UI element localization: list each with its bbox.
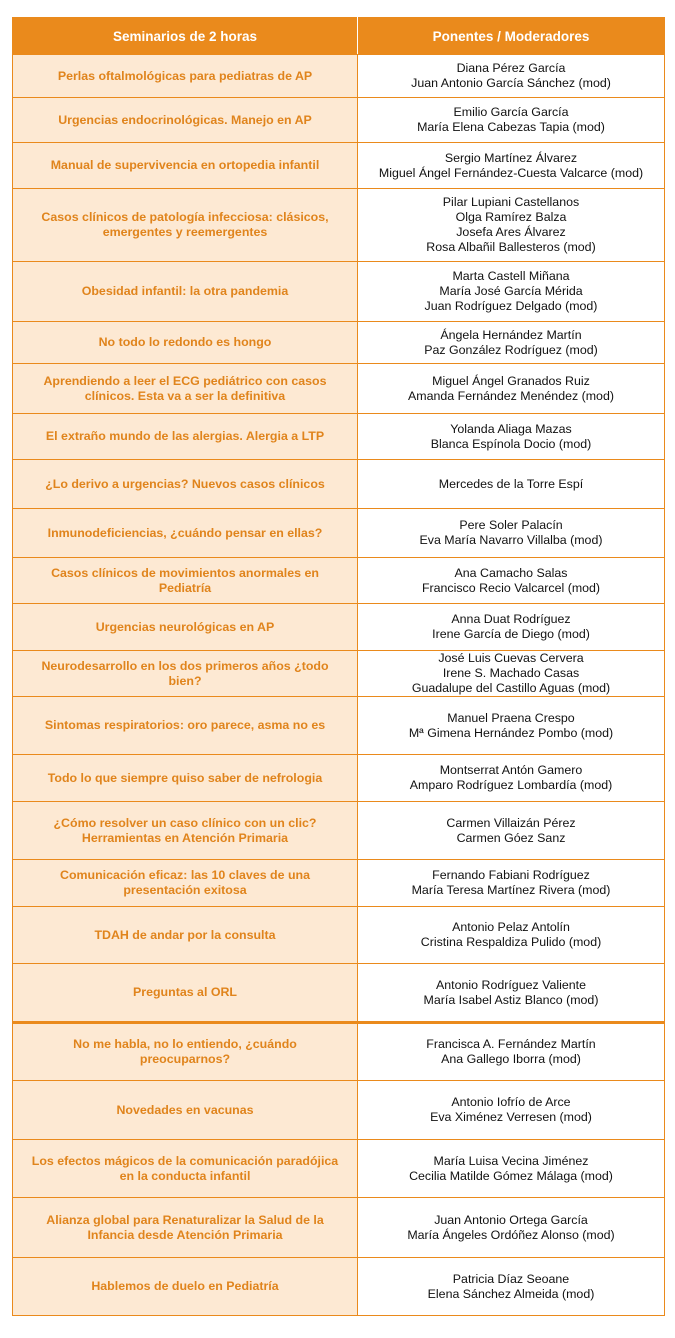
table-row: [13, 509, 665, 558]
speaker-name: Diana Pérez García: [456, 61, 566, 75]
speaker-name: Francisco Recio Valcarcel (mod): [421, 580, 601, 595]
seminar-title: TDAH de andar por la consulta: [94, 927, 276, 942]
table-row: [13, 189, 665, 262]
speaker-name: María Ángeles Ordóñez Alonso (mod): [407, 1227, 615, 1242]
table-row: [13, 1140, 665, 1198]
seminar-title-cell: [13, 364, 358, 414]
speaker-name: Juan Rodríguez Delgado (mod): [424, 299, 598, 313]
speaker-name: Carmen Góez Sanz: [456, 830, 566, 845]
seminar-title: Neurodesarrollo en los dos primeros años ¿todo bien?: [41, 658, 329, 688]
seminar-title-cell: [13, 98, 358, 143]
speakers-cell: [358, 860, 665, 907]
table-row: [13, 1081, 665, 1140]
table-row: [13, 1023, 665, 1081]
speaker-name: Blanca Espínola Docio (mod): [430, 436, 592, 451]
seminar-title-cell: [13, 1023, 358, 1081]
seminar-title-cell: [13, 802, 358, 860]
seminar-title-cell: [13, 509, 358, 558]
speaker-name: María Elena Cabezas Tapia (mod): [417, 120, 605, 134]
speaker-name: Antonio Pelaz Antolín: [452, 920, 570, 934]
speaker-name: María Teresa Martínez Rivera (mod): [411, 883, 611, 897]
seminar-title-cell: [13, 1258, 358, 1316]
table-row: [13, 1258, 665, 1316]
table-row: [13, 651, 665, 697]
speakers-cell: [358, 1023, 665, 1081]
speaker-name: Fernando Fabiani Rodríguez: [432, 868, 590, 882]
speaker-name: Cristina Respaldiza Pulido (mod): [420, 935, 602, 949]
speaker-name: María Isabel Astiz Blanco (mod): [423, 992, 599, 1007]
seminars-table: [12, 17, 665, 1316]
speaker-name: Amanda Fernández Menéndez (mod): [408, 388, 614, 403]
speaker-name: Mercedes de la Torre Espí: [438, 476, 584, 491]
table-row: [13, 55, 665, 98]
speaker-name: Yolanda Aliaga Mazas: [450, 421, 572, 436]
speaker-name: Francisca A. Fernández Martín: [426, 1037, 596, 1051]
speaker-name: Eva María Navarro Villalba (mod): [419, 533, 603, 547]
table-row: [13, 755, 665, 802]
seminar-title: Alianza global para Renaturalizar la Salud de la Infancia desde Atención Primaria: [46, 1212, 324, 1242]
seminar-title-cell: [13, 189, 358, 262]
speakers-cell: [358, 262, 665, 322]
seminar-title: Urgencias neurológicas en AP: [95, 619, 275, 634]
table-body: [13, 55, 665, 1316]
speakers-cell: [358, 755, 665, 802]
speakers-cell: [358, 143, 665, 189]
seminar-title: Preguntas al ORL: [133, 985, 237, 999]
seminar-title: Los efectos mágicos de la comunicación paradójica en la conducta infantil: [31, 1153, 339, 1183]
seminar-title: No me habla, no lo entiendo, ¿cuándo preocuparnos?: [73, 1037, 297, 1066]
speaker-name: Anna Duat Rodríguez: [451, 612, 571, 626]
speakers-cell: [358, 98, 665, 143]
speakers-cell: [358, 509, 665, 558]
seminar-title-cell: [13, 460, 358, 509]
seminar-title: Sintomas respiratorios: oro parece, asma no es: [44, 718, 326, 732]
table-row: [13, 143, 665, 189]
speaker-name: Elena Sánchez Almeida (mod): [427, 1286, 595, 1301]
seminar-title-cell: [13, 860, 358, 907]
seminar-title-cell: [13, 964, 358, 1023]
seminar-title: Casos clínicos de patología infecciosa: clásicos, emergentes y reemergentes: [41, 210, 329, 239]
speaker-name: Juan Antonio Ortega García: [434, 1212, 588, 1227]
table-row: [13, 414, 665, 460]
table-row: [13, 460, 665, 509]
speaker-name: Pilar Lupiani Castellanos: [442, 195, 580, 209]
speaker-name: Patricia Díaz Seoane: [452, 1271, 570, 1286]
speaker-name: Emilio García García: [453, 105, 569, 119]
table-row: [13, 802, 665, 860]
speaker-name: Cecilia Matilde Gómez Málaga (mod): [409, 1168, 613, 1183]
seminar-title: Todo lo que siempre quiso saber de nefrologia: [47, 770, 323, 785]
table-row: [13, 697, 665, 755]
speaker-name: Antonio Rodríguez Valiente: [436, 977, 586, 992]
speakers-cell: [358, 364, 665, 414]
table-row: [13, 907, 665, 964]
speaker-name: Rosa Albañil Ballesteros (mod): [426, 240, 596, 254]
table-row: [13, 262, 665, 322]
speaker-name: Irene García de Diego (mod): [432, 627, 590, 641]
speaker-name: Marta Castell Miñana: [452, 269, 570, 283]
speakers-cell: [358, 1198, 665, 1258]
table-row: [13, 1198, 665, 1258]
speakers-cell: [358, 55, 665, 98]
speaker-name: Ana Gallego Iborra (mod): [441, 1052, 581, 1066]
speaker-name: Ángela Hernández Martín: [440, 327, 582, 342]
speakers-cell: [358, 322, 665, 364]
table-row: [13, 860, 665, 907]
seminar-title-cell: [13, 414, 358, 460]
speakers-cell: [358, 604, 665, 651]
speakers-cell: [358, 651, 665, 697]
speaker-name: María José García Mérida: [439, 284, 583, 298]
seminar-title: Novedades en vacunas: [116, 1102, 254, 1117]
speaker-name: Irene S. Machado Casas: [442, 666, 580, 680]
speakers-cell: [358, 697, 665, 755]
seminar-title-cell: [13, 651, 358, 697]
seminar-title: Manual de supervivencia en ortopedia infantil: [50, 158, 320, 172]
seminar-title-cell: [13, 1198, 358, 1258]
speaker-name: Montserrat Antón Gamero: [439, 763, 583, 777]
seminar-title: Perlas oftalmológicas para pediatras de AP: [57, 68, 313, 83]
speakers-cell: [358, 802, 665, 860]
speakers-cell: [358, 964, 665, 1023]
table-row: [13, 964, 665, 1023]
speaker-name: Olga Ramírez Balza: [455, 210, 567, 224]
seminar-title: Obesidad infantil: la otra pandemia: [81, 284, 289, 298]
seminar-title-cell: [13, 1140, 358, 1198]
seminar-title: Hablemos de duelo en Pediatría: [91, 1279, 279, 1293]
table-header-row: [13, 18, 665, 55]
seminar-title-cell: [13, 697, 358, 755]
speaker-name: Ana Camacho Salas: [454, 565, 568, 580]
speaker-name: Miguel Ángel Fernández-Cuesta Valcarce (mod): [378, 165, 644, 180]
seminar-title-cell: [13, 558, 358, 604]
seminar-title: ¿Lo derivo a urgencias? Nuevos casos clínicos: [45, 476, 325, 491]
table-row: [13, 558, 665, 604]
seminar-title-cell: [13, 1081, 358, 1140]
speaker-name: Miguel Ángel Granados Ruiz: [432, 373, 590, 388]
seminar-title: No todo lo redondo es hongo: [98, 335, 272, 349]
speaker-name: Antonio Iofrío de Arce: [451, 1095, 571, 1109]
speaker-name: Guadalupe del Castillo Aguas (mod): [411, 681, 611, 695]
seminar-title-cell: [13, 755, 358, 802]
header-seminars: Seminarios de 2 horas: [13, 18, 358, 55]
table-row: [13, 604, 665, 651]
speaker-name: Eva Ximénez Verresen (mod): [430, 1110, 592, 1124]
speakers-cell: [358, 460, 665, 509]
seminar-title-cell: [13, 55, 358, 98]
speakers-cell: [358, 1140, 665, 1198]
seminar-title: Aprendiendo a leer el ECG pediátrico con casos clínicos. Esta va a ser la definitiva: [43, 373, 327, 403]
table-row: [13, 98, 665, 143]
seminar-title-cell: [13, 907, 358, 964]
table-row: [13, 364, 665, 414]
speakers-cell: [358, 558, 665, 604]
speaker-name: Paz González Rodríguez (mod): [424, 342, 598, 357]
speakers-cell: [358, 189, 665, 262]
speaker-name: Juan Antonio García Sánchez (mod): [411, 76, 611, 90]
seminar-title: Inmunodeficiencias, ¿cuándo pensar en ellas?: [47, 525, 323, 540]
seminar-title-cell: [13, 322, 358, 364]
seminar-title: Comunicación eficaz: las 10 claves de una presentación exitosa: [60, 868, 310, 897]
seminar-title: ¿Cómo resolver un caso clínico con un clic? Herramientas en Atención Primaria: [53, 815, 317, 845]
speakers-cell: [358, 414, 665, 460]
speakers-cell: [358, 907, 665, 964]
speaker-name: Sergio Martínez Álvarez: [444, 150, 578, 165]
seminar-title-cell: [13, 143, 358, 189]
speaker-name: Carmen Villaizán Pérez: [446, 815, 576, 830]
speaker-name: Pere Soler Palacín: [459, 518, 563, 532]
seminar-title-cell: [13, 604, 358, 651]
header-speakers: Ponentes / Moderadores: [358, 18, 665, 55]
speaker-name: Josefa Ares Álvarez: [456, 225, 566, 239]
speaker-name: Manuel Praena Crespo: [447, 710, 575, 725]
seminar-title-cell: [13, 262, 358, 322]
speakers-cell: [358, 1081, 665, 1140]
speaker-name: José Luis Cuevas Cervera: [438, 651, 584, 665]
seminar-title: Casos clínicos de movimientos anormales en Pediatría: [51, 565, 319, 595]
table-row: [13, 322, 665, 364]
seminar-title: El extraño mundo de las alergias. Alergia a LTP: [45, 429, 325, 443]
speakers-cell: [358, 1258, 665, 1316]
speaker-name: Amparo Rodríguez Lombardía (mod): [409, 778, 613, 792]
speaker-name: Mª Gimena Hernández Pombo (mod): [408, 725, 614, 740]
seminar-title: Urgencias endocrinológicas. Manejo en AP: [58, 112, 312, 127]
speaker-name: María Luisa Vecina Jiménez: [433, 1153, 589, 1168]
